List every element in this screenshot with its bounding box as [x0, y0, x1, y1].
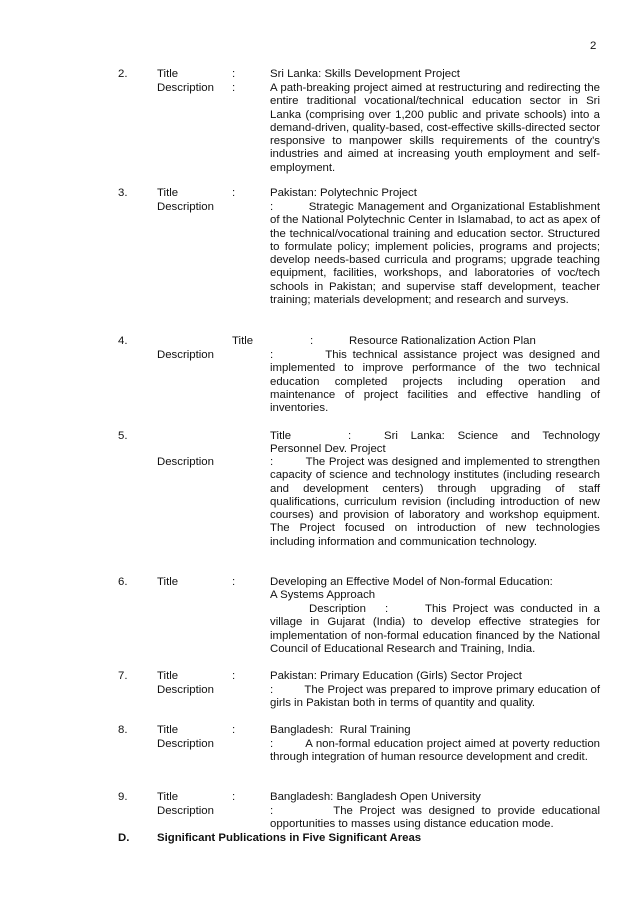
description-label: Description [157, 456, 214, 468]
project-title: Bangladesh: Rural Training [270, 724, 411, 736]
entry-number: 4. [118, 335, 128, 347]
project-title: Pakistan: Primary Education (Girls) Sector Project [270, 670, 522, 682]
project-description: : The Project was prepared to improve primary education of girls in Pakistan both in terms of quantity and quality. [270, 684, 600, 710]
description-label: Description [157, 349, 214, 361]
colon: : [348, 430, 352, 442]
project-description: : A non-formal education project aimed at poverty reduction through integration of human resource development and credit. [270, 738, 600, 764]
colon: : [310, 335, 314, 347]
colon: : [232, 68, 236, 80]
entry-number: 7. [118, 670, 128, 682]
colon: : [385, 603, 389, 615]
description-label: Description [157, 201, 214, 213]
project-title: Developing an Effective Model of Non-formal Education: [270, 576, 553, 588]
project-description: : The Project was designed and implemented to strengthen capacity of science and technology institutes (including research and development centers) through upgrading of staff qualifications, curriculum revision (including introduction of new courses) and provision of laboratory and workshop equipment. The Project focused on introduction of new technologies including information and communication technology. [270, 456, 600, 548]
description-label: Description [157, 738, 214, 750]
entry-number: 3. [118, 187, 128, 199]
entry-number: 8. [118, 724, 128, 736]
project-title: Sri Lanka: Skills Development Project [270, 68, 460, 80]
project-description: This Project was conducted in a village in Gujarat (India) to develop effective strategies for implementation of non-formal education financed by the National Council of Educational Research and Training, India. [270, 603, 600, 655]
entry-number: 2. [118, 68, 128, 80]
description-label: Description [157, 805, 214, 817]
description-label: Description [157, 684, 214, 696]
project-title: Pakistan: Polytechnic Project [270, 187, 417, 199]
title-label: Title [157, 576, 179, 588]
entry-number: 6. [118, 576, 128, 588]
colon: : [232, 576, 236, 588]
title-label: Title [157, 724, 179, 736]
project-description: A path-breaking project aimed at restructuring and redirecting the entire traditional vocational/technical education sector in Sri Lanka (comprising over 1,200 public and private schools) into a demand-driven, quality-based, cost-effective skills-directed sector responsive to manpower skills requirements of the country's industries and aimed at increasing youth employment and self-employment. [270, 82, 600, 174]
colon: : [232, 791, 236, 803]
title-label: Title [157, 791, 179, 803]
project-description: : This technical assistance project was designed and implemented to improve performance of the two technical education completed projects including operation and maintenance of project facilities and effective handling of inventories. [270, 349, 600, 415]
section-heading: Significant Publications in Five Significant Areas [157, 832, 422, 844]
description-label: Description [309, 603, 366, 615]
project-description: : The Project was designed to provide educational opportunities to masses using distance education mode. [270, 805, 600, 831]
entry-number: 5. [118, 430, 128, 442]
title-label: Title [232, 335, 254, 347]
entry-number: 9. [118, 791, 128, 803]
title-label: Title [157, 187, 179, 199]
page-number: 2 [590, 40, 597, 52]
project-title: Resource Rationalization Action Plan [349, 335, 536, 347]
project-subtitle: A Systems Approach [270, 589, 376, 601]
project-title: Sri Lanka: Science and Technology Personnel Dev. Project [270, 430, 600, 456]
colon: : [232, 187, 236, 199]
title-label: Title [270, 430, 292, 442]
title-label: Title [157, 68, 179, 80]
title-label: Title [157, 670, 179, 682]
description-label: Description [157, 82, 214, 94]
colon: : [232, 82, 236, 94]
project-description: : Strategic Management and Organizational Establishment of the National Polytechnic Center in Islamabad, to act as apex of the technical/vocational training and education sector. Structured to formulate policy; implement policies, programs and projects; develop needs-based curricula and programs; upgrade teaching equipment, facilities, workshops, and laboratories of voc/tech schools in Pakistan; and supervise staff development, teacher training; materials development; and research and surveys. [270, 201, 600, 307]
project-title: Bangladesh: Bangladesh Open University [270, 791, 481, 803]
section-letter: D. [118, 832, 130, 844]
colon: : [232, 670, 236, 682]
colon: : [232, 724, 236, 736]
